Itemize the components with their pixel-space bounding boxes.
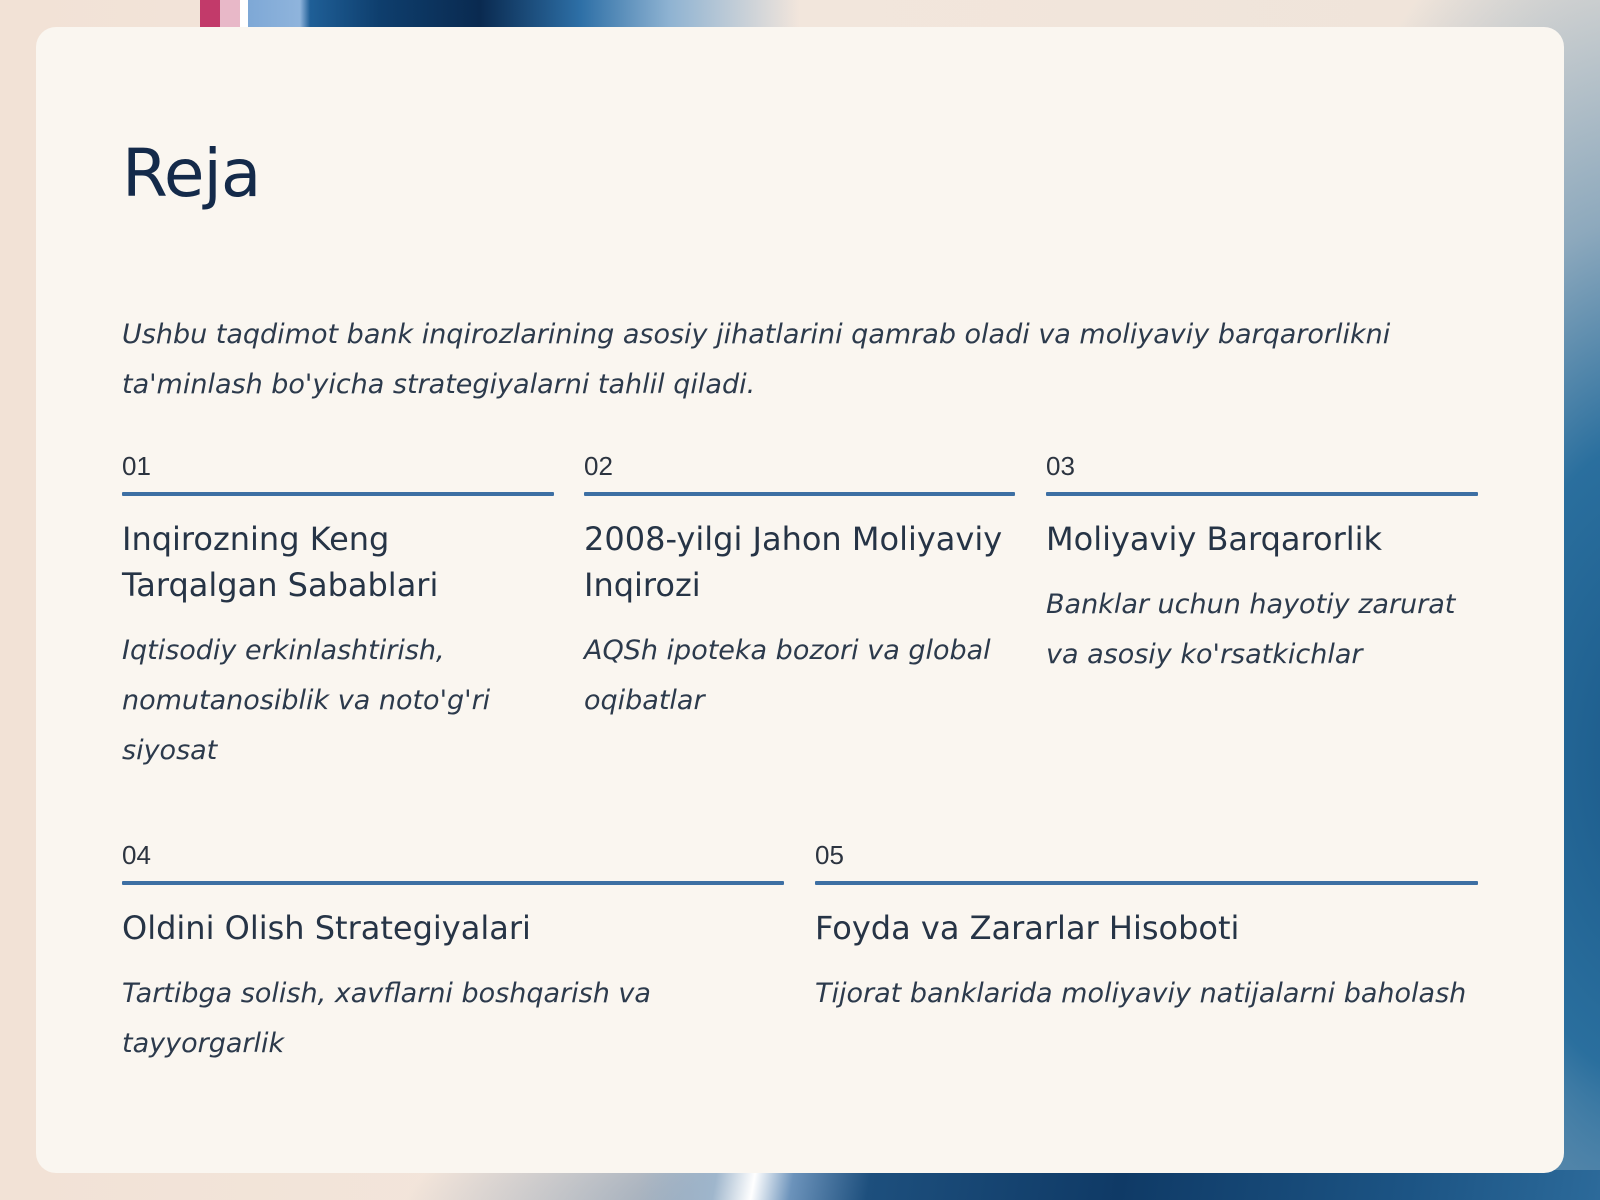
agenda-item-divider — [122, 492, 554, 496]
agenda-item-divider — [584, 492, 1015, 496]
agenda-item-heading: Oldini Olish Strategiyalari — [122, 909, 531, 947]
agenda-item-03 — [1046, 451, 1478, 680]
agenda-item-description: AQSh ipoteka bozori va global oqibatlar — [584, 635, 991, 716]
agenda-item-divider — [122, 881, 784, 885]
agenda-item-number: 05 — [815, 840, 844, 870]
agenda-item-number: 03 — [1046, 451, 1075, 481]
agenda-item-04 — [122, 840, 784, 1069]
agenda-item-02 — [584, 451, 1015, 726]
slide-card — [36, 27, 1564, 1173]
background-decoration-bottom — [640, 1170, 1600, 1200]
agenda-item-heading: Foyda va Zararlar Hisoboti — [815, 909, 1240, 947]
agenda-item-number: 02 — [584, 451, 613, 481]
slide-title: Reja — [122, 135, 261, 212]
background-decoration-top — [200, 0, 800, 30]
agenda-item-heading: Inqirozning Keng Tarqalgan Sabablari — [122, 520, 439, 604]
agenda-item-05 — [815, 840, 1478, 1019]
agenda-item-divider — [815, 881, 1478, 885]
agenda-item-number: 01 — [122, 451, 151, 481]
agenda-item-description: Tartibga solish, xavflarni boshqarish va tayyorgarlik — [122, 978, 651, 1059]
agenda-item-number: 04 — [122, 840, 151, 870]
agenda-item-description: Iqtisodiy erkinlashtirish, nomutanosiblik va noto'g'ri siyosat — [122, 635, 491, 766]
agenda-item-description: Banklar uchun hayotiy zarurat va asosiy ko'rsatkichlar — [1046, 589, 1456, 670]
agenda-item-heading: 2008-yilgi Jahon Moliyaviy Inqirozi — [584, 520, 1003, 604]
agenda-item-divider — [1046, 492, 1478, 496]
agenda-item-01 — [122, 451, 554, 776]
slide-intro: Ushbu taqdimot bank inqirozlarining asosiy jihatlarini qamrab oladi va moliyaviy barqarorlikni ta'minlash bo'yicha strategiyalarni tahlil qiladi. — [122, 319, 1391, 400]
agenda-item-description: Tijorat banklarida moliyaviy natijalarni baholash — [815, 978, 1467, 1009]
agenda-item-heading: Moliyaviy Barqarorlik — [1046, 520, 1383, 558]
